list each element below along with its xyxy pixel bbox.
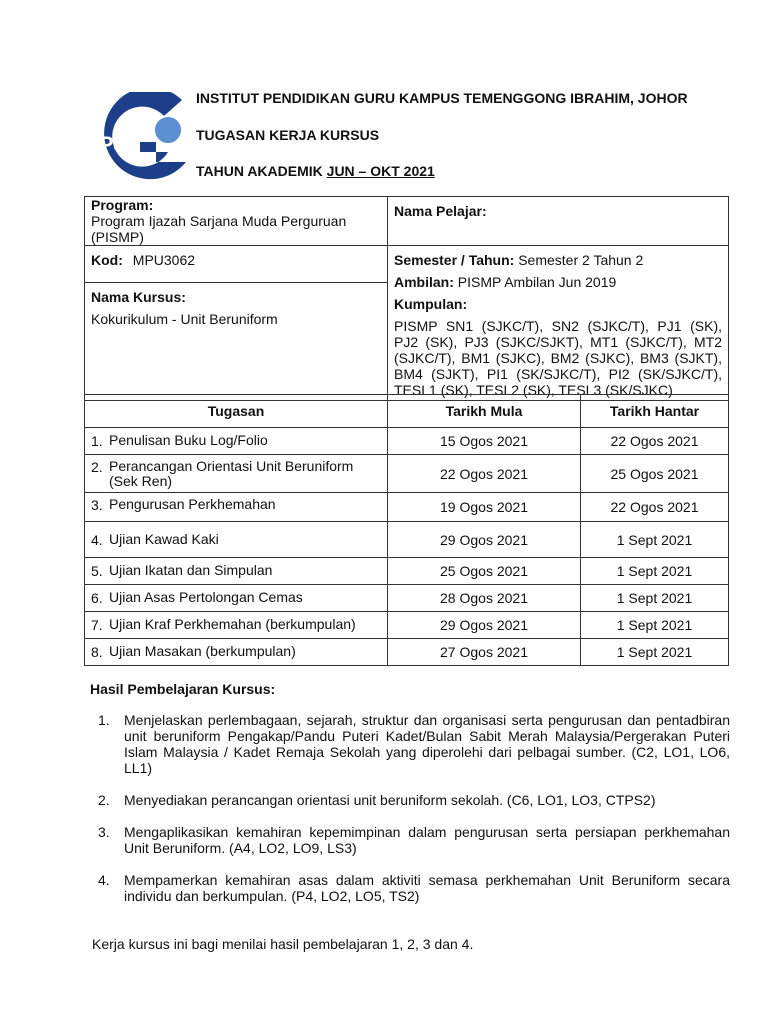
task-due: 1 Sept 2021: [581, 522, 729, 558]
task-start: 22 Ogos 2021: [388, 455, 581, 493]
task-name: Ujian Kawad Kaki: [109, 530, 219, 547]
task-due: 1 Sept 2021: [581, 558, 729, 585]
task-name: Penulisan Buku Log/Folio: [109, 432, 268, 448]
program-value: Program Ijazah Sarjana Muda Perguruan (PISMP): [91, 213, 347, 245]
task-number: 3.: [91, 497, 103, 513]
table-row: [85, 558, 729, 585]
kod-cell: [85, 246, 388, 283]
academic-year-label: TAHUN AKADEMIK: [196, 163, 327, 179]
table-row: [85, 493, 729, 522]
semester-cell: [388, 246, 729, 401]
header-tarikh-hantar: Tarikh Hantar: [581, 395, 729, 428]
tasks-table: [84, 394, 729, 666]
outcomes-list: [90, 712, 730, 904]
task-number: 5.: [91, 563, 103, 579]
task-name: Ujian Ikatan dan Simpulan: [109, 562, 273, 578]
logo-text: iPG: [92, 132, 130, 157]
task-name: Ujian Masakan (berkumpulan): [109, 643, 296, 659]
kod-label: Kod:: [91, 252, 123, 268]
program-label: Program:: [91, 197, 154, 213]
course-name-value: Kokurikulum - Unit Beruniform: [91, 311, 278, 328]
table-row: [85, 455, 729, 493]
tasks-header-row: [85, 395, 729, 428]
student-cell: [388, 197, 729, 246]
kod-value: MPU3062: [132, 252, 196, 268]
header-tarikh-mula: Tarikh Mula: [388, 395, 581, 428]
task-number: 2.: [91, 458, 103, 475]
task-number: 7.: [91, 617, 103, 633]
ambilan-value: PISMP Ambilan Jun 2019: [457, 274, 617, 290]
kumpulan-label: Kumpulan:: [394, 296, 468, 312]
list-item: [90, 792, 730, 808]
ambilan-label: Ambilan:: [394, 274, 454, 290]
task-name: Pengurusan Perkhemahan: [109, 496, 276, 512]
header-tugasan: Tugasan: [85, 395, 388, 428]
task-due: 1 Sept 2021: [581, 585, 729, 612]
academic-year: [196, 163, 435, 179]
semester-label: Semester / Tahun:: [394, 252, 515, 268]
outcome-text: Menjelaskan perlembagaan, sejarah, struktur dan organisasi serta pengurusan dan pentadbiran unit beruniform Pengakap/Pandu Puteri Kadet/Bulan Sabit Merah Malaysia/Pergerakan Puteri Islam Malaysia / Kadet Remaja Sekolah yang diperolehi dari pelbagai sumber. (C2, LO1, LO6, LL1): [124, 712, 730, 776]
task-name: Ujian Asas Pertolongan Cemas: [109, 589, 303, 605]
list-item: [90, 712, 730, 776]
list-item: [90, 824, 730, 856]
task-start: 28 Ogos 2021: [388, 585, 581, 612]
table-row: [85, 522, 729, 558]
academic-year-value: JUN – OKT 2021: [326, 163, 435, 179]
list-item: [90, 872, 730, 904]
institute-name: INSTITUT PENDIDIKAN GURU KAMPUS TEMENGGONG IBRAHIM, JOHOR: [196, 90, 688, 106]
outcomes-title: Hasil Pembelajaran Kursus:: [90, 681, 276, 697]
task-due: 22 Ogos 2021: [581, 493, 729, 522]
task-due: 22 Ogos 2021: [581, 428, 729, 455]
task-start: 27 Ogos 2021: [388, 639, 581, 666]
task-start: 19 Ogos 2021: [388, 493, 581, 522]
task-number: 4.: [91, 531, 103, 548]
task-start: 29 Ogos 2021: [388, 612, 581, 639]
task-name: Perancangan Orientasi Unit Beruniform (Sek Ren): [109, 457, 354, 489]
outcome-number: 1.: [98, 712, 110, 728]
ipg-logo: [86, 92, 198, 184]
outcome-text: Mengaplikasikan kemahiran kepemimpinan dalam pengurusan serta persiapan perkhemahan Unit Beruniform. (A4, LO2, LO9, LS3): [124, 824, 730, 856]
task-start: 15 Ogos 2021: [388, 428, 581, 455]
table-row: [85, 428, 729, 455]
task-due: 1 Sept 2021: [581, 639, 729, 666]
task-start: 25 Ogos 2021: [388, 558, 581, 585]
document-title: TUGASAN KERJA KURSUS: [196, 127, 380, 143]
outcome-text: Mempamerkan kemahiran asas dalam aktiviti semasa perkhemahan Unit Beruniform secara individu dan berkumpulan. (P4, LO2, LO5, TS2): [124, 872, 730, 904]
task-start: 29 Ogos 2021: [388, 522, 581, 558]
table-row: [85, 639, 729, 666]
task-name: Ujian Kraf Perkhemahan (berkumpulan): [109, 616, 356, 632]
task-due: 1 Sept 2021: [581, 612, 729, 639]
outcome-number: 2.: [98, 792, 110, 808]
program-cell: [85, 197, 388, 246]
task-due: 25 Ogos 2021: [581, 455, 729, 493]
outcome-number: 3.: [98, 824, 110, 840]
course-name-cell: [85, 283, 388, 401]
task-number: 1.: [91, 433, 103, 449]
closing-note: Kerja kursus ini bagi menilai hasil pembelajaran 1, 2, 3 dan 4.: [92, 936, 474, 952]
task-number: 6.: [91, 590, 103, 606]
kumpulan-value: PISMP SN1 (SJKC/T), SN2 (SJKC/T), PJ1 (SK), PJ2 (SK), PJ3 (SJKC/SJKT), MT1 (SJKC/T), MT2 (SJKC/T), BM1 (SJKC), BM2 (SJKC), BM3 (SJKT), BM4 (SJKT), PI1 (SK/SJKC/T), PI2 (SK/SJKC/T), TESL1 (SK), TESL2 (SK), TESL3 (SK/SJKC): [394, 318, 722, 398]
course-info-table: [84, 196, 729, 401]
outcome-text: Menyediakan perancangan orientasi unit beruniform sekolah. (C6, LO1, LO3, CTPS2): [124, 792, 656, 808]
task-number: 8.: [91, 644, 103, 660]
table-row: [85, 612, 729, 639]
outcome-number: 4.: [98, 872, 110, 888]
semester-value: Semester 2 Tahun 2: [518, 252, 644, 268]
table-row: [85, 585, 729, 612]
course-name-label: Nama Kursus:: [91, 289, 186, 306]
student-label: Nama Pelajar:: [394, 203, 487, 219]
